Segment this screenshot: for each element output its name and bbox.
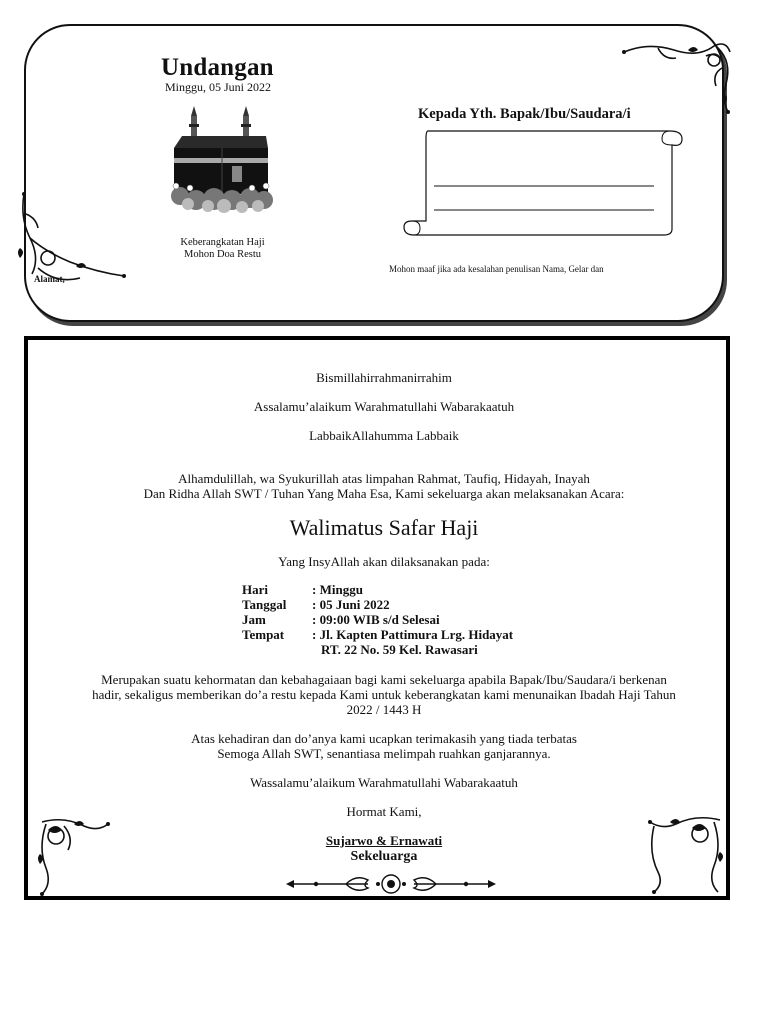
closing-line-3: 2022 / 1443 H	[346, 702, 422, 717]
floral-corner-ornament-icon	[640, 812, 726, 896]
detail-label: Hari	[242, 582, 268, 597]
detail-value: : 05 Juni 2022	[312, 597, 390, 612]
detail-value: : Minggu	[312, 582, 363, 597]
hajj-line-1: Keberangkatan Haji	[180, 237, 265, 248]
detail-row-tempat	[242, 627, 513, 642]
thanks-line-2: Semoga Allah SWT, senantiasa melimpah ruahkan ganjarannya.	[217, 746, 551, 761]
ornamental-divider-icon	[286, 872, 496, 896]
address-label: Alamat,	[34, 274, 65, 284]
detail-label: Tanggal	[242, 597, 287, 612]
recipient-heading: Kepada Yth. Bapak/Ibu/Saudara/i	[418, 106, 631, 122]
detail-row-hari	[242, 582, 513, 597]
thanks-line-1: Atas kehadiran dan do’anya kami ucapkan terimakasih yang tiada terbatas	[191, 731, 577, 746]
hajj-line-2: Mohon Doa Restu	[184, 249, 261, 260]
detail-value: : Jl. Kapten Pattimura Lrg. Hidayat	[312, 627, 514, 642]
detail-label: Tempat	[242, 627, 285, 642]
apology-note: Mohon maaf jika ada kesalahan penulisan Nama, Gelar dan	[389, 264, 604, 274]
detail-row-tanggal	[242, 597, 513, 612]
closing-line-2: hadir, sekaligus memberikan do’a restu kepada Kami untuk keberangkatan kami menunaikan Ibadah Haji Tahun	[92, 687, 676, 702]
host-family: Sekeluarga	[350, 849, 418, 864]
floral-corner-ornament-icon	[34, 814, 112, 898]
talbiyah: LabbaikAllahumma Labbaik	[309, 428, 459, 443]
wassalam: Wassalamu’alaikum Warahmatullahi Wabarakaatuh	[250, 775, 518, 790]
card-date: Minggu, 05 Juni 2022	[165, 80, 272, 94]
event-title: Walimatus Safar Haji	[289, 515, 479, 540]
host-names: Sujarwo & Ernawati	[325, 833, 443, 848]
detail-address-continuation: RT. 22 No. 59 Kel. Rawasari	[321, 642, 478, 657]
kaaba-illustration	[162, 104, 278, 218]
card-title: Undangan	[161, 54, 274, 81]
schedule-intro: Yang InsyAllah akan dilaksanakan pada:	[278, 554, 490, 569]
detail-row-jam	[242, 612, 513, 627]
floral-corner-ornament-icon	[16, 188, 134, 290]
intro-line-1: Alhamdulillah, wa Syukurillah atas limpahan Rahmat, Taufiq, Hidayah, Inayah	[178, 471, 590, 486]
floral-corner-ornament-icon	[618, 38, 736, 116]
intro-line-2: Dan Ridha Allah SWT / Tuhan Yang Maha Esa, Kami sekeluarga akan melaksanakan Acara:	[143, 486, 625, 501]
hajj-caption	[150, 237, 295, 261]
detail-value: : 09:00 WIB s/d Selesai	[312, 612, 440, 627]
detail-label: Jam	[242, 612, 266, 627]
recipient-scroll	[400, 125, 692, 239]
basmalah: Bismillahirrahmanirrahim	[316, 370, 452, 385]
closing-line-1: Merupakan suatu kehormatan dan kebahagaiaan bagi kami sekeluarga apabila Bapak/Ibu/Saudara/i berkenan	[101, 672, 667, 687]
event-details	[242, 582, 513, 657]
salam: Assalamu’alaikum Warahmatullahi Wabarakaatuh	[253, 399, 515, 414]
regards: Hormat Kami,	[346, 804, 422, 819]
